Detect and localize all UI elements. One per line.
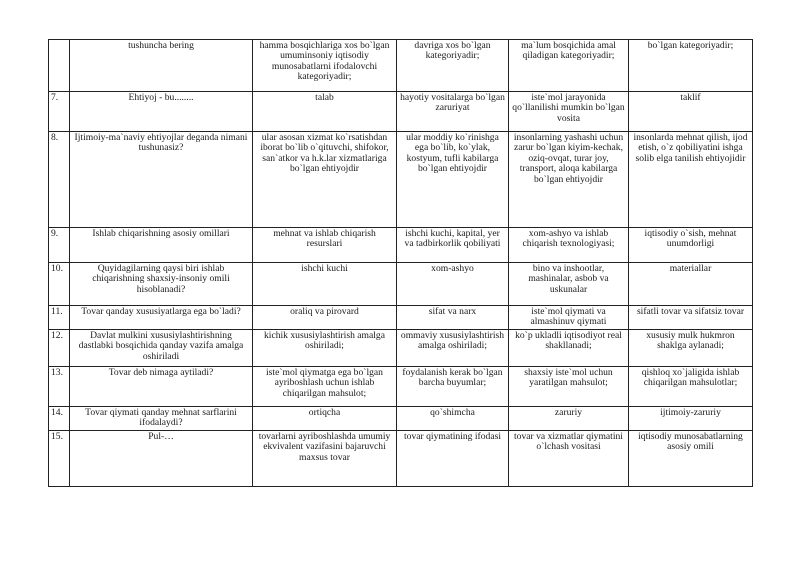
answer-option: iste`mol qiymatga ega bo`lgan ayriboshlash uchun ishlab chiqarilgan mahsulot;	[253, 367, 397, 407]
question-number: 12.	[49, 330, 70, 367]
answer-option: sifatli tovar va sifatsiz tovar	[629, 306, 753, 330]
answer-option: ular moddiy ko`rinishga ega bo`lib, ko`ylak, kostyum, tufli kabilarga bo`lgan ehtiyojdir	[397, 132, 509, 228]
question-text: Ishlab chiqarishning asosiy omillari	[70, 228, 253, 263]
table-row	[49, 431, 753, 487]
answer-option: tovar qiymatining ifodasi	[397, 431, 509, 487]
question-number	[49, 40, 70, 92]
table-row	[49, 306, 753, 330]
table-row	[49, 228, 753, 263]
table-row	[49, 330, 753, 367]
answer-option: oraliq va pirovard	[253, 306, 397, 330]
answer-option: ko`p ukladli iqtisodiyot real shakllanadi;	[509, 330, 629, 367]
answer-option: iste`mol jarayonida qo`llanilishi mumkin bo`lgan vosita	[509, 92, 629, 132]
question-text: Pul-…	[70, 431, 253, 487]
question-text: Ijtimoiy-ma`naviy ehtiyojlar deganda nimani tushunasiz?	[70, 132, 253, 228]
answer-option: ommaviy xususiylashtirish amalga oshiriladi;	[397, 330, 509, 367]
answer-option: talab	[253, 92, 397, 132]
answer-option: qo`shimcha	[397, 407, 509, 431]
question-number: 9.	[49, 228, 70, 263]
answer-option: hamma bosqichlariga xos bo`lgan umuminsoniy iqtisodiy munosabatlarni ifodalovchi kategoriyadir;	[253, 40, 397, 92]
table-row	[49, 407, 753, 431]
answer-option: ular asosan xizmat ko`rsatishdan iborat bo`lib o`qituvchi, shifokor, san`atkor va h.k.lar xizmatlariga bo`lgan ehtiyojdir	[253, 132, 397, 228]
answer-option: qishloq xo`jaligida ishlab chiqarilgan mahsulotlar;	[629, 367, 753, 407]
question-text: Tovar qiymati qanday mehnat sarflarini ifodalaydi?	[70, 407, 253, 431]
question-text: Ehtiyoj - bu........	[70, 92, 253, 132]
question-number: 11.	[49, 306, 70, 330]
answer-option: kichik xususiylashtirish amalga oshiriladi;	[253, 330, 397, 367]
answer-option: shaxsiy iste`mol uchun yaratilgan mahsulot;	[509, 367, 629, 407]
question-text: tushuncha bering	[70, 40, 253, 92]
answer-option: mehnat va ishlab chiqarish resurslari	[253, 228, 397, 263]
answer-option: iqtisodiy munosabatlarning asosiy omili	[629, 431, 753, 487]
answer-option: taklif	[629, 92, 753, 132]
question-number: 7.	[49, 92, 70, 132]
answer-option: tovar va xizmatlar qiymatini o`lchash vositasi	[509, 431, 629, 487]
table-row	[49, 263, 753, 306]
answer-option: insonlarning yashashi uchun zarur bo`lgan kiyim-kechak, oziq-ovqat, turar joy, transport, aloqa kabilarga bo`lgan ehtiyojdir	[509, 132, 629, 228]
question-number: 10.	[49, 263, 70, 306]
question-number: 13.	[49, 367, 70, 407]
table-row	[49, 132, 753, 228]
answer-option: xom-ashyo va ishlab chiqarish texnologiyasi;	[509, 228, 629, 263]
answer-option: iste`mol qiymati va almashinuv qiymati	[509, 306, 629, 330]
answer-option: ishchi kuchi	[253, 263, 397, 306]
answer-option: foydalanish kerak bo`lgan barcha buyumlar;	[397, 367, 509, 407]
answer-option: insonlarda mehnat qilish, ijod etish, o`z qobiliyatini ishga solib elga tanilish ehtiyojidir	[629, 132, 753, 228]
answer-option: davriga xos bo`lgan kategoriyadir;	[397, 40, 509, 92]
question-text: Davlat mulkini xususiylashtirishning dastlabki bosqichida qanday vazifa amalga oshiriladi	[70, 330, 253, 367]
answer-option: bino va inshootlar, mashinalar, asbob va uskunalar	[509, 263, 629, 306]
question-number: 15.	[49, 431, 70, 487]
question-text: Tovar deb nimaga aytiladi?	[70, 367, 253, 407]
answer-option: ishchi kuchi, kapital, yer va tadbirkorlik qobiliyati	[397, 228, 509, 263]
table-row	[49, 92, 753, 132]
table-row	[49, 367, 753, 407]
question-number: 14.	[49, 407, 70, 431]
question-number: 8.	[49, 132, 70, 228]
answer-option: tovarlarni ayriboshlashda umumiy ekvivalent vazifasini bajaruvchi maxsus tovar	[253, 431, 397, 487]
answer-option: zaruriy	[509, 407, 629, 431]
quiz-table	[48, 39, 753, 487]
question-text: Tovar qanday xususiyatlarga ega bo`ladi?	[70, 306, 253, 330]
answer-option: sifat va narx	[397, 306, 509, 330]
question-text: Quyidagilarning qaysi biri ishlab chiqarishning shaxsiy-insoniy omili hisoblanadi?	[70, 263, 253, 306]
answer-option: bo`lgan kategoriyadir;	[629, 40, 753, 92]
answer-option: materiallar	[629, 263, 753, 306]
answer-option: xususiy mulk hukmron shaklga aylanadi;	[629, 330, 753, 367]
answer-option: iqtisodiy o`sish, mehnat unumdorligi	[629, 228, 753, 263]
answer-option: hayotiy vositalarga bo`lgan zaruriyat	[397, 92, 509, 132]
answer-option: ma`lum bosqichida amal qiladigan kategoriyadir;	[509, 40, 629, 92]
answer-option: ijtimoiy-zaruriy	[629, 407, 753, 431]
table-row	[49, 40, 753, 92]
answer-option: ortiqcha	[253, 407, 397, 431]
answer-option: xom-ashyo	[397, 263, 509, 306]
